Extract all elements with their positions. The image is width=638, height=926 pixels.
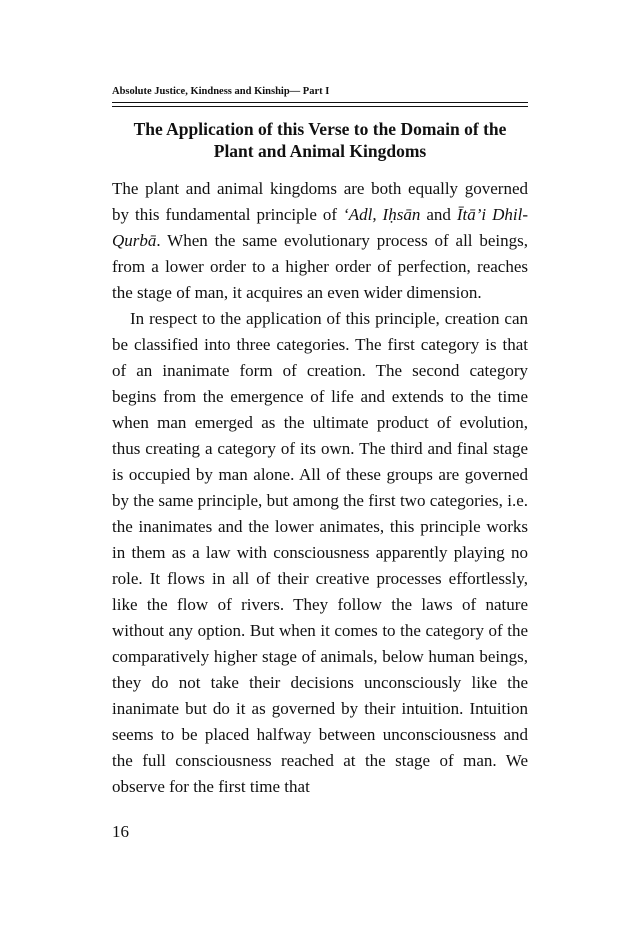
paragraph-2: In respect to the application of this principle, creation can be classified into three categories. The first category is that of an inanimate form of creation. The second category begins from the emergence of life and extends to the time when man emerged as the ultimate product of evolution, thus creating a category of its own. The third and final stage is occupied by man alone. All of these groups are governed by the same principle, but among the first two categories, i.e. the inanimates and the lower animates, this principle works in them as a law with consciousness apparently playing no role. It flows in all of their creative processes effortlessly, like the flow of rivers. They follow the laws of nature without any option. But when it comes to the category of the comparatively higher stage of animals, below human beings, they do not take their decisions unconsciously like the inanimate but do it as governed by their intuition. Intuition seems to be placed halfway between unconsciousness and the full consciousness reached at the stage of man. We observe for the first time that (112, 309, 528, 796)
header-rule-thin (112, 106, 528, 107)
paragraph-1-text-a: The plant and animal kingdoms are both equally governed by this fundamental principle of (112, 179, 528, 224)
page-number: 16 (112, 822, 129, 841)
body-text (112, 176, 528, 800)
arabic-term-itai-dhil-qurba: Ītā’i Dhil-Qurbā (112, 205, 529, 250)
paragraph-1-text-b: and (420, 205, 457, 224)
paragraph-1-text-c: . When the same evolutionary process of all beings, from a lower order to a higher order of perfection, reaches the stage of man, it acquires an even wider dimension. (112, 231, 528, 302)
header-rule (112, 102, 528, 103)
section-title: The Application of this Verse to the Domain of the Plant and Animal Kingdoms (133, 119, 507, 161)
arabic-term-adl-ihsan: ‘Adl, Iḥsān (343, 205, 421, 224)
paragraph-1 (112, 176, 528, 306)
running-header: Absolute Justice, Kindness and Kinship— Part I (112, 86, 330, 97)
book-page (112, 0, 528, 926)
